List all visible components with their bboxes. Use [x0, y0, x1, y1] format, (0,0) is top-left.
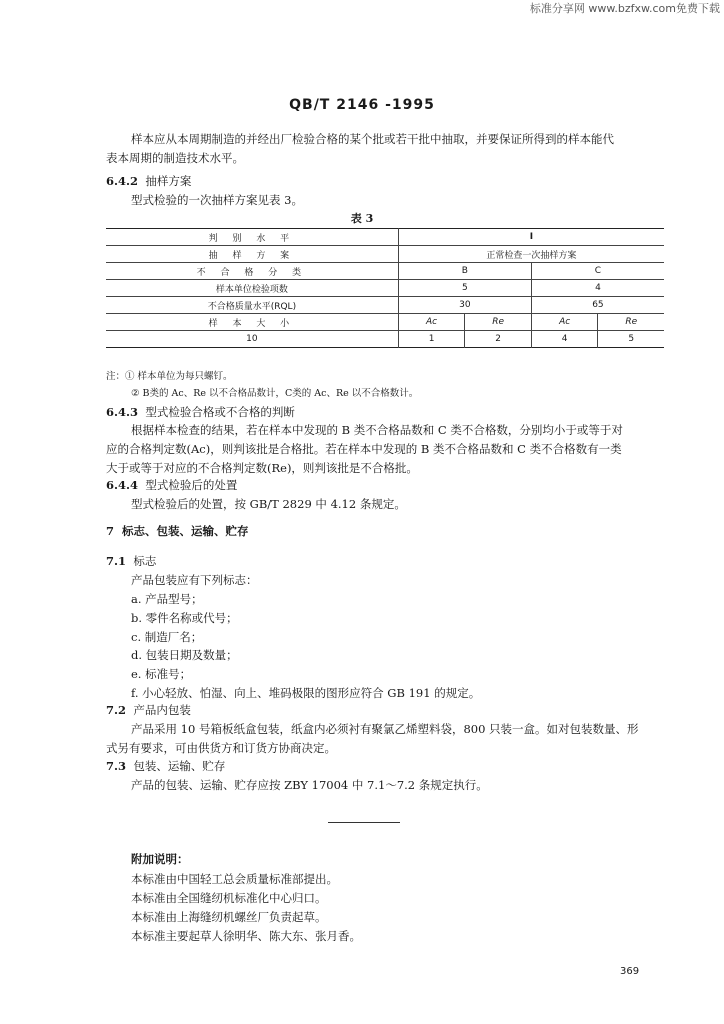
section-6-4-3-heading: [106, 404, 295, 420]
items-c: 4: [531, 280, 664, 297]
section-title: 标志、包装、运输、贮存: [122, 524, 249, 538]
section-title: 抽样方案: [145, 174, 192, 188]
section-6-4-4-heading: [106, 477, 237, 493]
judge-level-value: I: [398, 229, 664, 246]
ac-c-header: Ac: [531, 314, 598, 331]
re-b-value: 2: [465, 331, 532, 348]
list-item: d. 包装日期及数量；: [131, 648, 238, 662]
table-row: [106, 246, 664, 263]
section-7-2-line2: 式另有要求，可由供货方和订货方协商决定。: [106, 741, 336, 755]
category-c: C: [531, 263, 664, 280]
judge-level-label: 判 别 水 平: [208, 233, 296, 244]
rql-label: 不合格质量水平(RQL): [207, 301, 297, 312]
addendum-line: 本标准由全国缝纫机标准化中心归口。: [131, 891, 327, 905]
list-item: a. 产品型号；: [131, 592, 203, 606]
section-title: 标志: [133, 554, 157, 568]
section-7-3-text: 产品的包装、运输、贮存应按 ZBY 17004 中 7.1～7.2 条规定执行。: [131, 778, 488, 792]
items-label: 样本单位检验项数: [215, 284, 288, 295]
section-number: 7.3: [106, 759, 127, 773]
separator-rule: [328, 822, 400, 823]
section-number: 6.4.2: [106, 174, 139, 188]
category-label: 不 合 格 分 类: [196, 267, 308, 278]
table-caption: 表 3: [350, 212, 374, 225]
addendum-line: 本标准由中国轻工总会质量标准部提出。: [131, 872, 338, 886]
addendum-line: 本标准由上海缝纫机螺丝厂负责起草。: [131, 910, 327, 924]
section-number: 7.1: [106, 554, 127, 568]
table-row: [106, 297, 664, 314]
chapter-7-heading: [106, 523, 249, 539]
table-row: [106, 280, 664, 297]
sampling-table: [106, 228, 664, 348]
list-item: c. 制造厂名；: [131, 630, 203, 644]
section-number: 7.2: [106, 703, 127, 717]
section-6-4-3-line2: 应的合格判定数(Ac)，则判该批是合格批。若在样本中发现的 B 类不合格品数和 C 类不合格数有一类: [106, 442, 622, 456]
section-7-3-heading: [106, 758, 225, 774]
section-title: 型式检验后的处置: [145, 478, 238, 492]
section-6-4-2-text: 型式检验的一次抽样方案见表 3。: [131, 193, 303, 207]
items-b: 5: [398, 280, 531, 297]
list-item: f. 小心轻放、怕湿、向上、堆码极限的图形应符合 GB 191 的规定。: [131, 686, 481, 700]
section-6-4-3-line3: 大于或等于对应的不合格判定数(Re)，则判该批是不合格批。: [106, 461, 418, 475]
section-number: 6.4.3: [106, 405, 139, 419]
sample-size-value: 10: [246, 334, 258, 344]
section-6-4-3-line1: 根据样本检查的结果，若在样本中发现的 B 类不合格品数和 C 类不合格数，分别均小于或等于对: [131, 423, 623, 437]
addendum-line: 本标准主要起草人徐明华、陈大东、张月香。: [131, 929, 361, 943]
page-number: 369: [620, 966, 640, 977]
section-title: 型式检验合格或不合格的判断: [145, 405, 295, 419]
ac-b-header: Ac: [398, 314, 465, 331]
table-row: [106, 263, 664, 280]
sampling-plan-value: 正常检查一次抽样方案: [398, 246, 664, 263]
table-row: [106, 229, 664, 246]
category-b: B: [398, 263, 531, 280]
section-title: 包装、运输、贮存: [133, 759, 226, 773]
section-7-2-heading: [106, 702, 191, 718]
table-note-1: 注：① 样本单位为每只螺钉。: [106, 371, 233, 382]
rql-c: 65: [531, 297, 664, 314]
section-number: 7: [106, 524, 115, 538]
ac-b-value: 1: [398, 331, 465, 348]
list-item: e. 标准号；: [131, 667, 192, 681]
section-number: 6.4.4: [106, 478, 139, 492]
addendum-title: 附加说明：: [131, 852, 189, 866]
re-c-header: Re: [598, 314, 664, 331]
sampling-plan-label: 抽 样 方 案: [208, 250, 296, 261]
watermark: 标准分享网 www.bzfxw.com免费下载: [529, 2, 720, 15]
table-row: [106, 331, 664, 348]
table-row: [106, 314, 664, 331]
ac-c-value: 4: [531, 331, 598, 348]
marking-intro: 产品包装应有下列标志：: [131, 573, 258, 587]
sample-paragraph-line1: 样本应从本周期制造的并经出厂检验合格的某个批或若干批中抽取，并要保证所得到的样本能代: [131, 132, 614, 146]
section-title: 产品内包装: [133, 703, 191, 717]
sample-paragraph-line2: 表本周期的制造技术水平。: [106, 151, 244, 165]
section-6-4-4-text: 型式检验后的处置，按 GB/T 2829 中 4.12 条规定。: [131, 497, 406, 511]
section-7-2-line1: 产品采用 10 号箱板纸盒包装，纸盒内必须衬有聚氯乙烯塑料袋，800 只装一盒。如对包装数量、形: [131, 722, 639, 736]
rql-b: 30: [398, 297, 531, 314]
page-header: QB/T 2146 -1995: [289, 97, 435, 113]
list-item: b. 零件名称或代号；: [131, 611, 238, 625]
section-7-1-heading: [106, 553, 156, 569]
sample-size-label: 样 本 大 小: [208, 318, 296, 329]
re-b-header: Re: [465, 314, 532, 331]
re-c-value: 5: [598, 331, 664, 348]
table-note-2: ② B类的 Ac、Re 以不合格品数计，C类的 Ac、Re 以不合格数计。: [131, 388, 419, 399]
section-6-4-2-heading: [106, 173, 191, 189]
